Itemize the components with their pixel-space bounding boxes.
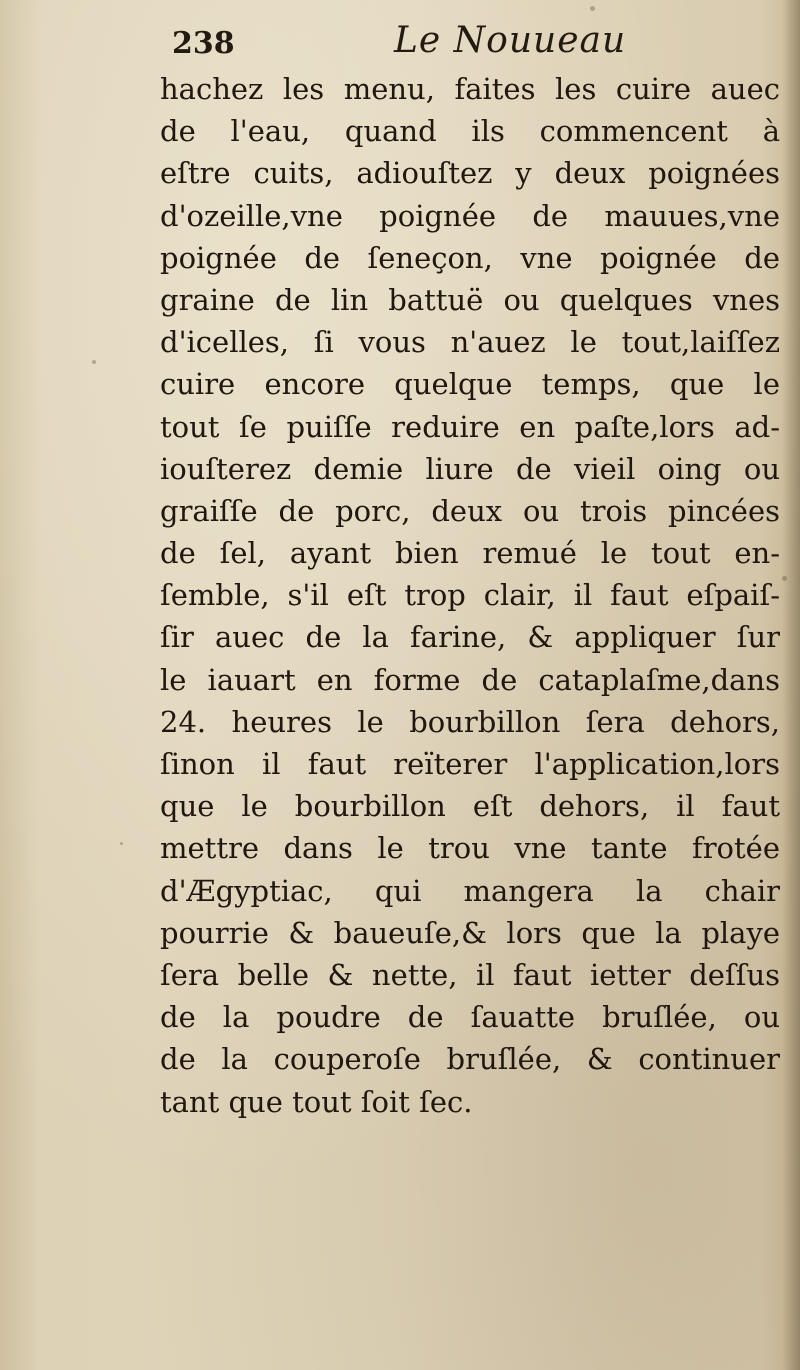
text-line: de la poudre de ſauatte bruſlée, ou xyxy=(160,1000,780,1035)
ink-spot xyxy=(590,6,595,11)
text-line: que le bourbillon eſt dehors, il faut xyxy=(160,789,780,824)
ink-spot xyxy=(782,576,787,581)
page-edge-shadow xyxy=(782,0,800,1370)
text-line: mettre dans le trou vne tante frotée xyxy=(160,831,780,866)
running-title: Le Nouueau xyxy=(394,20,627,61)
text-line: ſir auec de la farine, & appliquer ſur xyxy=(160,620,780,655)
text-line: graiſſe de porc, deux ou trois pincées xyxy=(160,493,780,528)
page-number: 238 xyxy=(172,26,235,61)
text-line: cuire encore quelque temps, que le xyxy=(160,367,780,402)
ink-spot xyxy=(92,360,96,364)
text-line: eſtre cuits, adiouſtez y deux poignées xyxy=(160,156,780,191)
page-header xyxy=(172,20,772,70)
text-line: graine de lin battuë ou quelques vnes xyxy=(160,282,780,317)
body-text xyxy=(160,68,780,1123)
text-line: d'icelles, ſi vous n'auez le tout,laiſſez xyxy=(160,325,780,360)
text-line: iouſterez demie liure de vieil oing ou xyxy=(160,451,780,486)
text-line: ſemble, s'il eſt trop clair, il faut eſpaiſ- xyxy=(160,578,780,613)
text-line: poignée de ſeneçon, vne poignée de xyxy=(160,240,780,275)
text-line: 24. heures le bourbillon ſera dehors, xyxy=(160,704,780,739)
ink-spot xyxy=(120,842,123,845)
text-line: tant que tout ſoit ſec. xyxy=(160,1084,473,1119)
text-line: ſera belle & nette, il faut ietter deſſus xyxy=(160,957,780,992)
text-line: de la couperoſe bruſlée, & continuer xyxy=(160,1042,780,1077)
text-line: d'Ægyptiac, qui mangera la chair xyxy=(160,873,780,908)
text-line: tout ſe puiſſe reduire en paſte,lors ad- xyxy=(160,409,780,444)
text-line: de ſel, ayant bien remué le tout en- xyxy=(160,536,780,571)
text-line: pourrie & baueuſe,& lors que la playe xyxy=(160,915,780,950)
text-line: le iauart en forme de cataplaſme,dans xyxy=(160,662,780,697)
text-line: d'ozeille,vne poignée de mauues,vne xyxy=(160,198,780,233)
text-line: ſinon il faut reïterer l'application,lors xyxy=(160,747,780,781)
text-line: de l'eau, quand ils commencent à xyxy=(160,114,780,149)
text-line: hachez les menu, faites les cuire auec xyxy=(160,72,780,106)
